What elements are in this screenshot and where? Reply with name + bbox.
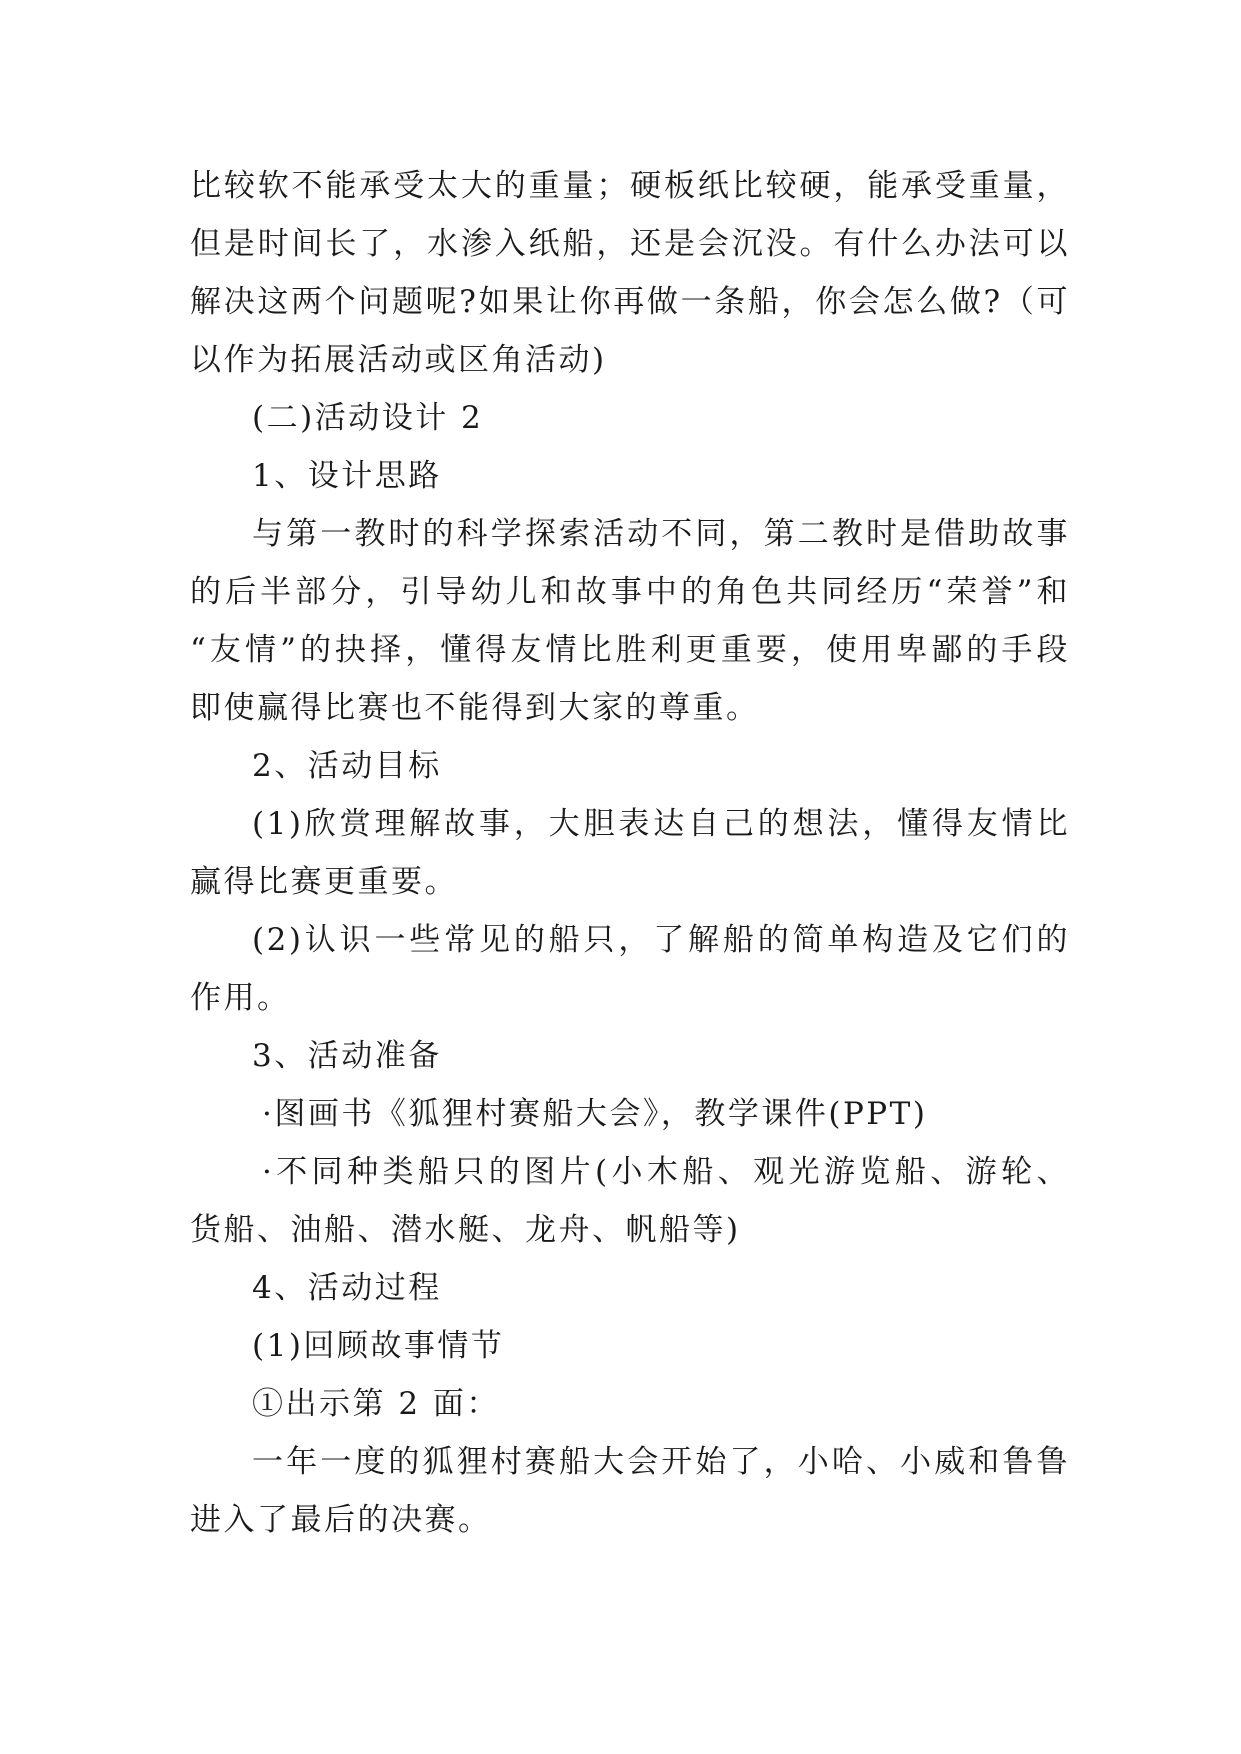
text-line: 作用。	[190, 980, 291, 1016]
text-line: 赢得比赛更重要。	[190, 864, 458, 900]
text-line: (1)欣赏理解故事，大胆表达自己的想法，懂得友情比	[252, 806, 1070, 842]
list-item: ·图画书《狐狸村赛船大会》，教学课件(PPT)	[262, 1096, 928, 1132]
text-line: “友情”的抉择，懂得友情比胜利更重要，使用卑鄙的手段	[190, 632, 1070, 668]
text-line: 货船、油船、潜水艇、龙舟、帆船等)	[190, 1212, 741, 1248]
subsection-heading: 2、活动目标	[252, 748, 442, 784]
text-line: 但是时间长了，水渗入纸船，还是会沉没。有什么办法可以	[190, 226, 1070, 262]
text-line: (1)回顾故事情节	[252, 1328, 505, 1364]
text-line: (2)认识一些常见的船只，了解船的简单构造及它们的	[252, 922, 1070, 958]
text-line: 一年一度的狐狸村赛船大会开始了，小哈、小威和鲁鲁	[252, 1444, 1070, 1480]
subsection-heading: 4、活动过程	[252, 1270, 442, 1306]
text-line: 比较软不能承受太大的重量；硬板纸比较硬，能承受重量，	[190, 168, 1070, 204]
subsection-heading: 1、设计思路	[252, 458, 442, 494]
section-heading: (二)活动设计 2	[252, 400, 484, 436]
text-line: 与第一教时的科学探索活动不同，第二教时是借助故事	[252, 516, 1070, 552]
text-line: 以作为拓展活动或区角活动)	[190, 342, 607, 378]
subsection-heading: 3、活动准备	[252, 1038, 442, 1074]
text-line: 即使赢得比赛也不能得到大家的尊重。	[190, 690, 760, 726]
text-line: 的后半部分，引导幼儿和故事中的角色共同经历“荣誉”和	[190, 574, 1070, 610]
text-line: 进入了最后的决赛。	[190, 1502, 492, 1538]
list-item: ·不同种类船只的图片(小木船、观光游览船、游轮、	[262, 1154, 1070, 1190]
text-line: 解决这两个问题呢?如果让你再做一条船，你会怎么做?（可	[190, 284, 1070, 320]
text-line: ①出示第 2 面：	[252, 1386, 500, 1422]
